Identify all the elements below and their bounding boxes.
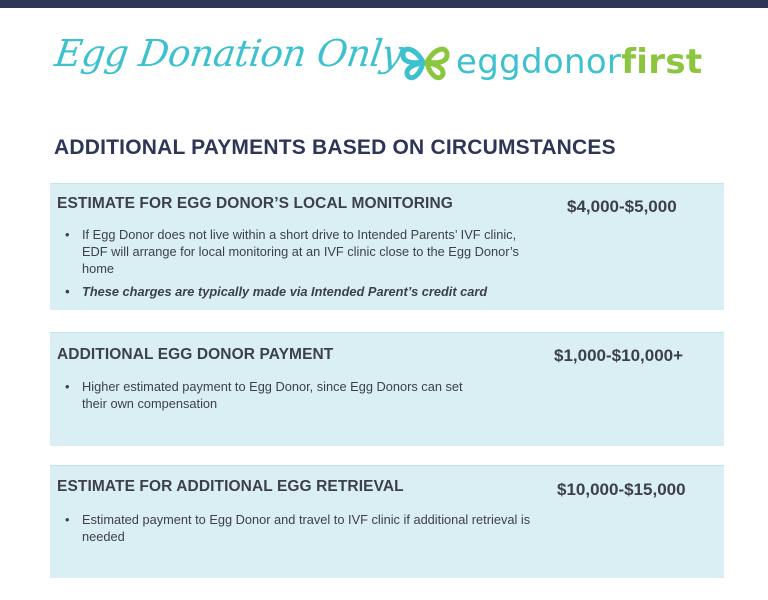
payment-card-additional-retrieval (50, 465, 724, 578)
section-heading: ADDITIONAL PAYMENTS BASED ON CIRCUMSTANCES (54, 136, 616, 159)
card-price: $1,000-$10,000+ (554, 346, 684, 365)
card-bullets (60, 378, 480, 418)
logo-text-light: eggdonor (456, 42, 622, 82)
script-title: Egg Donation Only (52, 32, 406, 75)
card-bullets (60, 511, 540, 551)
top-bar (0, 0, 768, 8)
butterfly-logo-icon (400, 42, 450, 82)
card-title: ESTIMATE FOR ADDITIONAL EGG RETRIEVAL (57, 478, 404, 495)
payment-card-local-monitoring (50, 183, 724, 310)
brand-logo[interactable] (400, 40, 702, 84)
card-price: $4,000-$5,000 (567, 197, 677, 216)
logo-text-bold: first (621, 42, 703, 82)
bullet-item: • Estimated payment to Egg Donor and travel to IVF clinic if additional retrieval is needed (60, 511, 540, 545)
card-title: ESTIMATE FOR EGG DONOR’S LOCAL MONITORING (57, 195, 453, 212)
bullet-item: • If Egg Donor does not live within a short drive to Intended Parents’ IVF clinic, EDF will arrange for local monitoring at an IVF clinic close to the Egg Donor’s home (60, 226, 540, 277)
logo-wordmark (456, 42, 703, 82)
bullet-item: • Higher estimated payment to Egg Donor, since Egg Donors can set their own compensation (60, 378, 480, 412)
card-bullets (60, 226, 540, 306)
bullet-item-emphasis: • These charges are typically made via Intended Parent’s credit card (60, 283, 540, 300)
card-title: ADDITIONAL EGG DONOR PAYMENT (57, 346, 334, 363)
payment-card-additional-donor-payment (50, 332, 724, 446)
card-price: $10,000-$15,000 (557, 480, 686, 499)
